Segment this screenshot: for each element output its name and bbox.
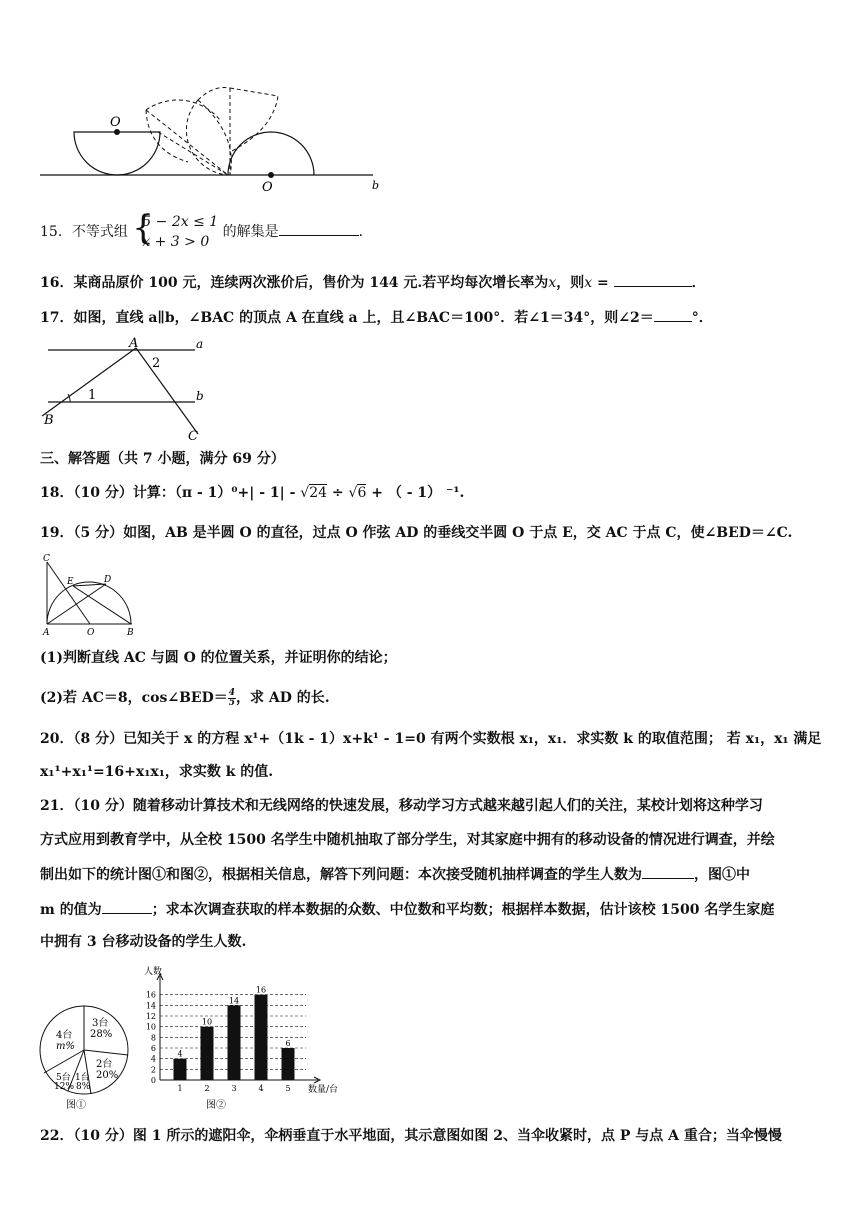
pie-slice-3-pct: 28%: [90, 1029, 113, 1040]
x-tick-label: 5: [285, 1084, 291, 1093]
y-axis-title: 人数: [144, 967, 163, 977]
bar-value-label: 10: [201, 1017, 213, 1027]
x-tick-label: 2: [204, 1084, 210, 1093]
fig19-label-e: E: [67, 577, 74, 587]
sqrt-24: √24: [300, 485, 328, 501]
rolling-semicircle-figure: [38, 80, 388, 195]
parallel-lines-figure: [40, 336, 220, 444]
sqrt-24-value: 24: [309, 485, 328, 501]
q17-end: °．: [691, 310, 713, 326]
y-tick-label: 14: [145, 1001, 156, 1011]
fraction-den: 5: [228, 697, 235, 708]
pie-slice-2-pct: 20%: [96, 1070, 119, 1081]
fig17-label-line-a: a: [196, 337, 204, 351]
sqrt-6-value: 6: [357, 485, 367, 501]
q17-text: 17．如图，直线 a∥b，∠BAC 的顶点 A 在直线 a 上，且∠BAC＝100°．若∠1＝34°，则∠2＝: [40, 310, 654, 326]
bar: [228, 1005, 241, 1080]
bar: [282, 1048, 295, 1080]
bar: [174, 1059, 187, 1080]
q15-prefix: 15．不等式组: [40, 224, 128, 240]
question-22: 22．（10 分）图 1 所示的遮阳伞，伞柄垂直于水平地面，其示意图如图 2、当伞收紧时，点 P 与点 A 重合；当伞慢慢: [40, 1128, 782, 1144]
q21-line-5: 中拥有 3 台移动设备的学生人数.: [40, 934, 247, 950]
q19-part-2-b: ，求 AD 的长.: [236, 690, 330, 706]
q21-line-3-b: ，图①中: [694, 867, 750, 883]
q21-line-3: [40, 864, 750, 885]
fig17-label-a-point: A: [129, 336, 139, 351]
bar-value-label: 16: [255, 985, 267, 995]
fig19-label-b: B: [127, 628, 134, 638]
q20-line-2: x₁¹+x₁¹=16+x₁x₁，求实数 k 的值.: [40, 764, 274, 780]
answer-blank-21-m[interactable]: [102, 899, 152, 914]
y-tick-label: 2: [150, 1065, 156, 1075]
pie-slice-4-name: 4台: [56, 1030, 73, 1041]
y-tick-label: 0: [150, 1076, 156, 1085]
fraction-num: 4: [228, 687, 235, 698]
q19-part-2-a: (2)若 AC＝8，cos∠BED＝: [40, 690, 228, 706]
x-tick-label: 1: [177, 1084, 183, 1093]
question-17: [40, 307, 713, 328]
q21-line-4-a: m 的值为: [40, 902, 102, 918]
q18-text: 18．（10 分）计算：（π - 1）⁰+| - 1| -: [40, 485, 301, 501]
sqrt-6: √6: [348, 485, 367, 501]
q21-line-1: 21．（10 分）随着移动计算技术和无线网络的快速发展，移动学习方式越来越引起人们的关注，某校计划将这种学习: [40, 798, 763, 814]
bar-chart-caption: 图②: [206, 1100, 226, 1111]
pie-chart: [36, 1000, 136, 1112]
bar-value-label: 6: [285, 1039, 291, 1048]
q18-div: ÷: [327, 485, 349, 501]
pie-slice-5-pct: 12%: [54, 1082, 75, 1092]
q19-part-1: (1)判断直线 AC 与圆 O 的位置关系，并证明你的结论；: [40, 650, 397, 666]
y-tick-label: 16: [145, 990, 156, 1000]
answer-blank-15[interactable]: [279, 221, 359, 236]
pie-slice-1-pct: 8%: [76, 1082, 91, 1092]
q21-line-3-a: 制出如下的统计图①和图②，根据相关信息，解答下列问题：本次接受随机抽样调查的学生人数为: [40, 867, 642, 883]
q16-var2: x: [584, 275, 593, 291]
question-19: 19．（5 分）如图，AB 是半圆 O 的直径，过点 O 作弦 AD 的垂线交半圆 O 于点 E，交 AC 于点 C，使∠BED＝∠C.: [40, 525, 793, 541]
q18-tail: + （ - 1） ⁻¹.: [366, 485, 465, 501]
answer-blank-21-count[interactable]: [642, 864, 694, 879]
label-o-bottom: O: [262, 180, 273, 195]
q16-mid: ，则: [556, 275, 585, 291]
bar: [255, 995, 268, 1080]
y-tick-label: 12: [145, 1012, 156, 1021]
y-tick-label: 8: [150, 1033, 156, 1043]
bar-value-label: 14: [228, 996, 240, 1006]
q15-suffix: 的解集是: [222, 224, 279, 240]
question-16: [40, 272, 706, 293]
q16-text: 16．某商品原价 100 元，连续两次涨价后，售价为 144 元.若平均每次增长率为: [40, 275, 549, 291]
fig17-label-2: 2: [152, 356, 161, 371]
question-15: [40, 208, 373, 252]
q21-line-4-b: ；求本次调查获取的样本数据的众数、中位数和平均数；根据样本数据，估计该校 1500 名学生家庭: [151, 902, 775, 918]
fig17-label-c-point: C: [188, 429, 198, 444]
q15-end: ．: [358, 224, 373, 240]
q21-line-4: [40, 899, 774, 920]
fig19-label-a: A: [43, 628, 50, 638]
question-18: [40, 483, 464, 503]
q20-line-1: 20．（8 分）已知关于 x 的方程 x¹+（1k - 1）x+k¹ - 1=0 有两个实数根 x₁，x₁．求实数 k 的取值范围； 若 x₁，x₁ 满足: [40, 731, 822, 747]
pie-slice-5-name: 5台: [56, 1073, 71, 1083]
x-tick-label: 3: [231, 1084, 237, 1093]
bar-chart: [136, 966, 356, 1112]
fig19-label-c: C: [43, 554, 50, 564]
q21-line-2: 方式应用到教育学中，从全校 1500 名学生中随机抽取了部分学生，对其家庭中拥有的移动设备的情况进行调查，并绘: [40, 832, 775, 848]
pie-caption: 图①: [66, 1100, 86, 1111]
pie-slice-3-name: 3台: [92, 1018, 109, 1029]
q16-eq: =: [592, 275, 614, 291]
bar: [201, 1027, 214, 1080]
q16-var: x: [548, 275, 557, 291]
fraction-4-5: [228, 689, 236, 708]
label-o-top: O: [110, 115, 121, 130]
inequality-row-1: 5 − 2x ≤ 1: [142, 214, 219, 230]
answer-blank-17[interactable]: [654, 307, 692, 322]
q19-part-2: [40, 688, 330, 708]
pie-slice-4-pct: m%: [56, 1041, 75, 1052]
x-tick-label: 4: [258, 1084, 264, 1093]
fig17-label-1: 1: [88, 388, 97, 403]
fig17-label-line-b: b: [196, 389, 204, 403]
inequality-row-2: x + 3 > 0: [142, 234, 210, 250]
pie-slice-1-name: 1台: [75, 1073, 90, 1083]
q16-end: ．: [691, 275, 706, 291]
pie-slice-2-name: 2台: [96, 1059, 113, 1070]
bar-value-label: 4: [177, 1049, 183, 1059]
fig17-label-b-point: B: [44, 413, 54, 428]
semicircle-geometry-figure: [40, 552, 144, 638]
y-tick-label: 6: [150, 1044, 156, 1053]
answer-blank-16[interactable]: [614, 272, 692, 287]
y-tick-label: 10: [145, 1022, 156, 1032]
fig19-label-o: O: [87, 628, 95, 638]
section-3-heading: 三、解答题（共 7 小题，满分 69 分）: [40, 451, 285, 467]
y-tick-label: 4: [150, 1054, 156, 1064]
x-axis-title: 数量/台: [308, 1085, 339, 1095]
label-line-b: b: [372, 179, 380, 192]
fig19-label-d: D: [104, 575, 112, 585]
inequality-system: { 5 − 2x ≤ 1 x + 3 > 0: [132, 208, 219, 250]
